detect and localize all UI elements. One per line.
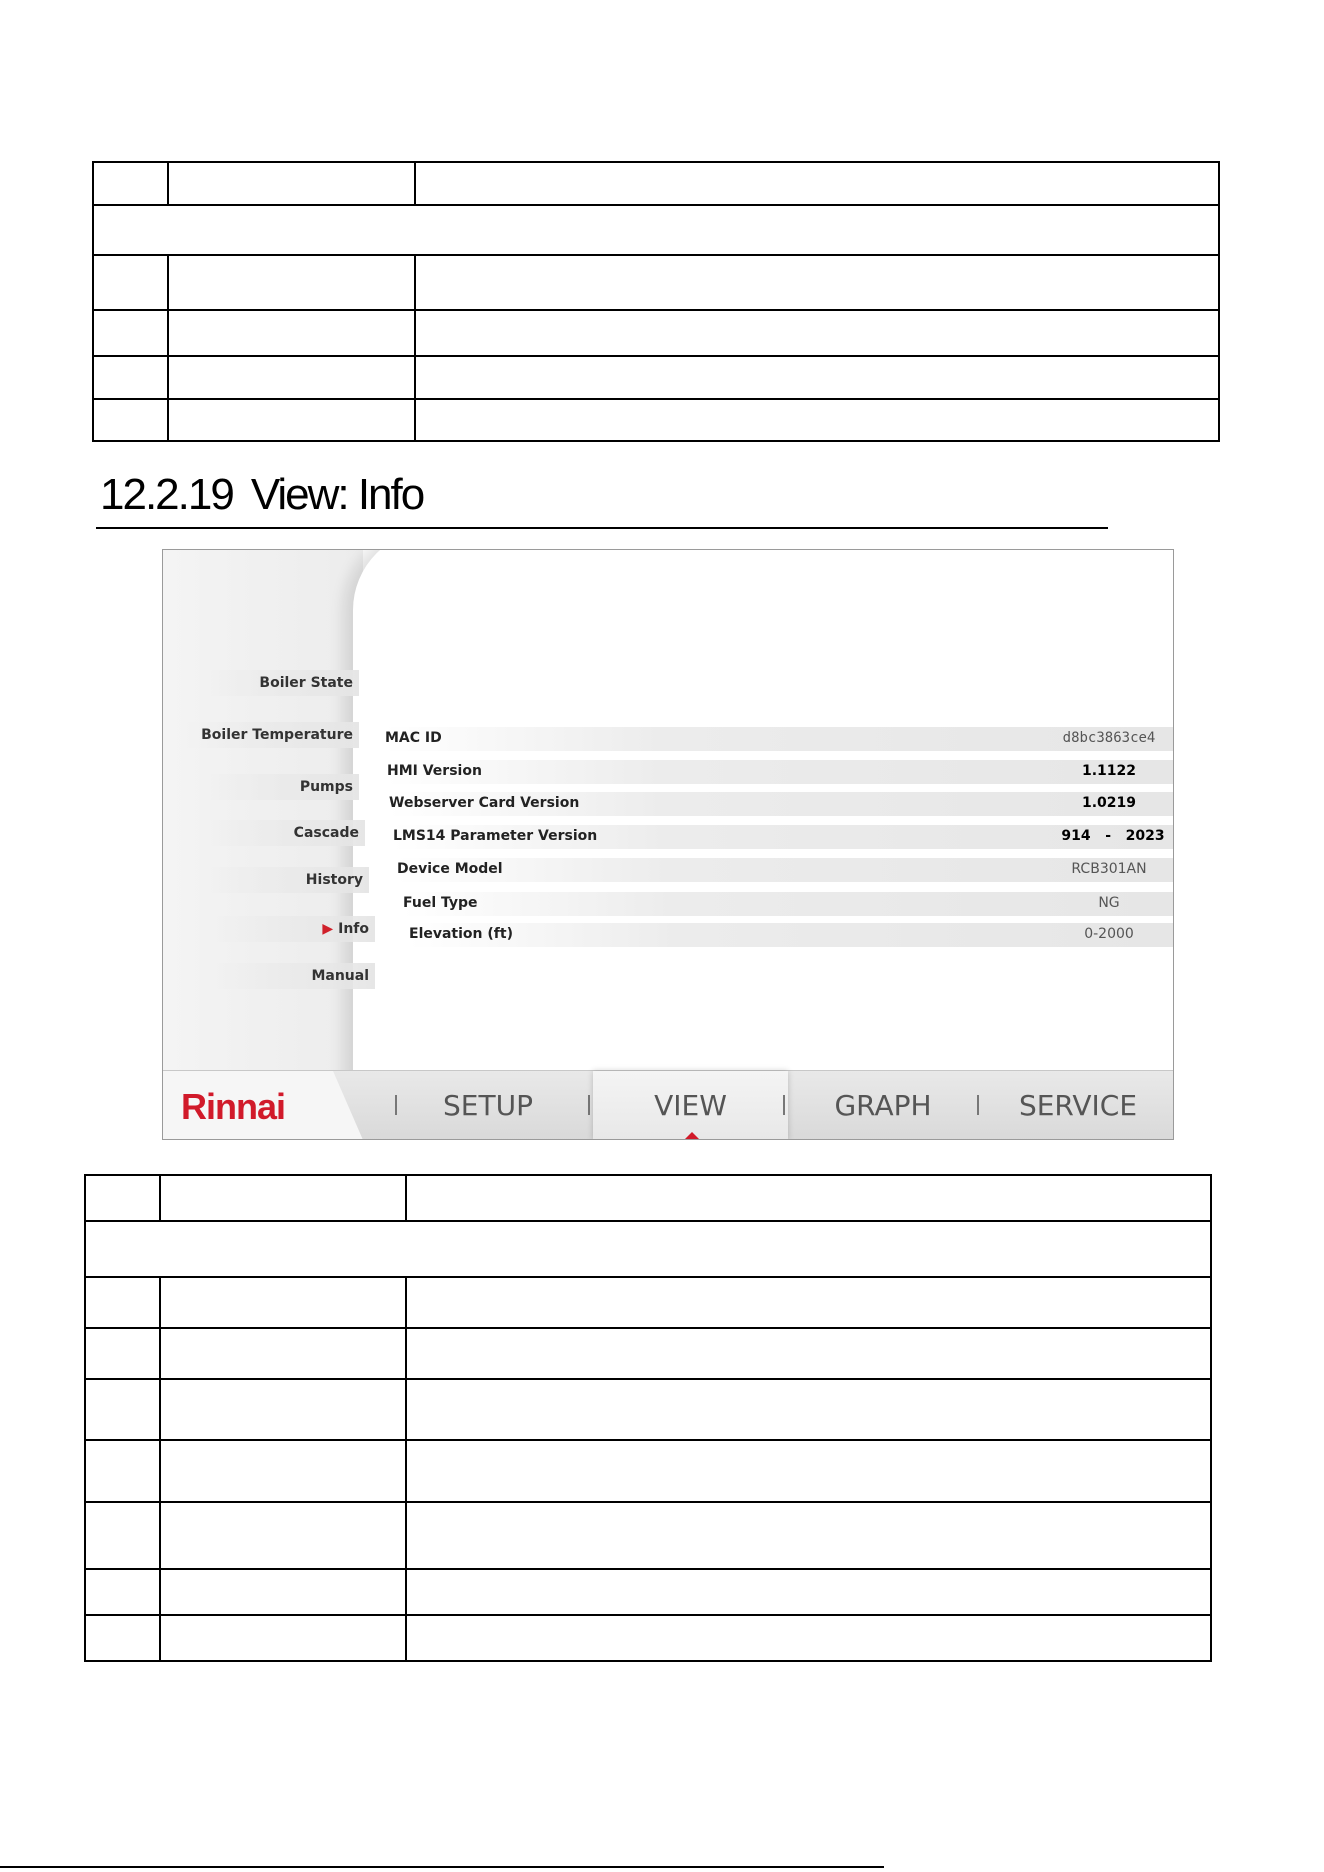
info-label: LMS14 Parameter Version xyxy=(393,828,598,844)
table-row xyxy=(93,255,1219,310)
table-row xyxy=(93,205,1219,255)
hmi-screenshot xyxy=(162,549,1174,1140)
tab-divider xyxy=(395,1095,397,1115)
table-row xyxy=(85,1277,1211,1328)
brand-logo: Rinnai xyxy=(181,1086,286,1127)
tab-setup[interactable]: SETUP xyxy=(443,1089,533,1122)
section-number: 12.2.19 xyxy=(100,470,233,519)
tab-service[interactable]: SERVICE xyxy=(1018,1089,1138,1122)
info-value: 1.0219 xyxy=(1081,795,1137,811)
section-title: View: Info xyxy=(250,470,424,519)
tab-graph[interactable]: GRAPH xyxy=(834,1089,932,1122)
reference-table-bottom xyxy=(84,1174,1212,1662)
reference-table-top xyxy=(92,161,1220,442)
info-row-webserver-card-version xyxy=(389,792,1173,816)
active-arrow-icon: ▶ xyxy=(322,921,334,937)
sidebar-item-pumps[interactable] xyxy=(203,774,359,800)
info-row-fuel-type xyxy=(403,892,1173,916)
bottom-tab-bar xyxy=(163,1070,1173,1140)
table-row xyxy=(85,1569,1211,1615)
info-value: 0-2000 xyxy=(1084,926,1134,942)
table-row xyxy=(85,1440,1211,1502)
sidebar-item-label: Manual xyxy=(311,968,369,984)
info-value: 1.1122 xyxy=(1081,763,1137,779)
table-row xyxy=(85,1328,1211,1379)
table-row xyxy=(85,1615,1211,1661)
heading-underline xyxy=(96,527,1108,529)
info-label: MAC ID xyxy=(385,730,442,746)
sidebar-item-boiler-state[interactable] xyxy=(203,670,359,696)
info-row-lms14-parameter-version xyxy=(393,825,1173,849)
section-heading xyxy=(100,470,423,520)
table-row xyxy=(85,1221,1211,1277)
sidebar-item-cascade[interactable] xyxy=(203,820,365,846)
info-row-hmi-version xyxy=(387,760,1173,784)
sidebar-item-boiler-temperature[interactable] xyxy=(183,722,359,748)
table-row xyxy=(85,1502,1211,1569)
table-row xyxy=(93,356,1219,399)
info-row-device-model xyxy=(397,858,1173,882)
sidebar-item-manual[interactable] xyxy=(213,963,375,989)
sidebar-item-info[interactable] xyxy=(213,916,375,942)
tab-divider xyxy=(783,1095,785,1115)
table-row xyxy=(93,162,1219,205)
sidebar-item-history[interactable] xyxy=(203,867,369,893)
info-label: Webserver Card Version xyxy=(389,795,580,811)
info-row-elevation xyxy=(409,923,1173,947)
info-value: RCB301AN xyxy=(1071,861,1147,877)
info-label: Fuel Type xyxy=(403,895,478,911)
sidebar-item-label: History xyxy=(305,872,363,888)
info-label: Device Model xyxy=(397,861,503,877)
footer-rule xyxy=(0,1866,884,1868)
info-value: d8bc3863ce4 xyxy=(1062,730,1156,746)
table-row xyxy=(85,1175,1211,1221)
info-label: HMI Version xyxy=(387,763,482,779)
tab-divider xyxy=(977,1095,979,1115)
table-row xyxy=(93,310,1219,356)
table-row xyxy=(85,1379,1211,1440)
info-row-mac-id xyxy=(385,727,1173,751)
active-tab-caret-icon xyxy=(683,1132,701,1140)
info-label: Elevation (ft) xyxy=(409,926,513,942)
sidebar-item-label: Pumps xyxy=(299,779,353,795)
sidebar-item-label: Boiler State xyxy=(259,675,353,691)
table-row xyxy=(93,399,1219,441)
sidebar-background xyxy=(163,550,363,1070)
sidebar-item-label: Info xyxy=(338,921,369,937)
sidebar-item-label: Boiler Temperature xyxy=(201,727,353,743)
sidebar-item-label: Cascade xyxy=(293,825,359,841)
tab-view[interactable]: VIEW xyxy=(593,1071,788,1140)
info-value: 914 - 2023 xyxy=(1061,828,1165,844)
tab-divider xyxy=(588,1095,590,1115)
info-value: NG xyxy=(1098,895,1120,911)
